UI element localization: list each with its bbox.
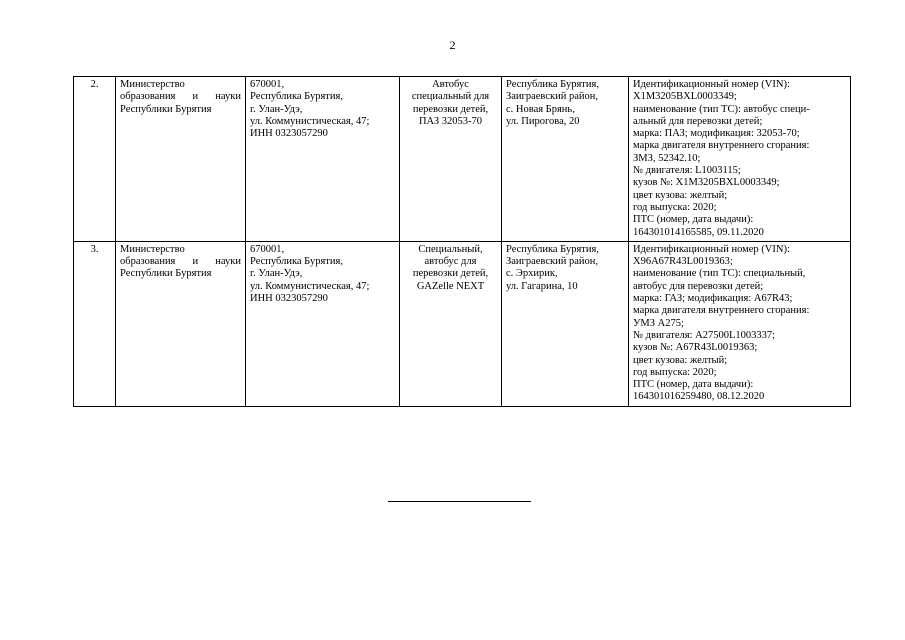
vehicle-line: ПАЗ 32053-70 (418, 115, 483, 127)
details-line: № двигателя: L1003115; (633, 165, 741, 177)
address-line: ИНН 0323057290 (250, 128, 328, 140)
details-line: год выпуска: 2020; (633, 201, 717, 213)
details-line: кузов №: A67R43L0019363; (633, 342, 758, 354)
details-line: 164301014165585, 09.11.2020 (633, 226, 764, 238)
row-number: 3. (74, 241, 116, 406)
address-line: Республика Бурятия, (250, 256, 343, 268)
address-line: г. Улан-Удэ, (250, 103, 303, 115)
address-line: 670001, (250, 243, 285, 255)
location-cell (502, 241, 629, 406)
vehicle-line: GAZelle NEXT (416, 280, 485, 292)
vehicle-line: Специальный, (418, 243, 483, 255)
address-line: Республика Бурятия, (250, 91, 343, 103)
vehicle-cell (400, 241, 502, 406)
vehicle-line: перевозки детей, (412, 268, 489, 280)
vehicle-cell (400, 77, 502, 242)
row-number: 2. (74, 77, 116, 242)
details-line: ПТС (номер, дата выдачи): (633, 379, 754, 391)
address-line: г. Улан-Удэ, (250, 268, 303, 280)
vehicle-line: автобус для (424, 256, 477, 268)
details-line: ПТС (номер, дата выдачи): (633, 214, 754, 226)
table-body (74, 77, 851, 407)
details-cell (629, 77, 851, 242)
details-line: марка: ГАЗ; модификация: A67R43; (633, 293, 793, 305)
location-line: с. Эрхирик, (506, 268, 558, 280)
details-line: наименование (тип ТС): автобус специ- (633, 103, 810, 115)
end-rule-divider (388, 501, 531, 502)
details-line: марка двигателя внутреннего сгорания: (633, 140, 810, 152)
address-line: ИНН 0323057290 (250, 293, 328, 305)
address-cell (246, 77, 400, 242)
details-line: Идентификационный номер (VIN): (633, 79, 790, 90)
details-line: цвет кузова: желтый; (633, 189, 728, 201)
details-line: наименование (тип ТС): специальный, (633, 268, 806, 280)
details-line: Идентификационный номер (VIN): (633, 243, 790, 255)
table-row (74, 241, 851, 406)
details-line: альный для перевозки детей; (633, 115, 763, 127)
location-line: с. Новая Брянь, (506, 103, 575, 115)
details-line: УМЗ А275; (633, 317, 684, 329)
table-row (74, 77, 851, 242)
location-line: Заиграевский район, (506, 256, 598, 268)
vehicle-table (73, 76, 851, 407)
location-line: Республика Бурятия, (506, 243, 599, 255)
details-line: марка двигателя внутреннего сгорания: (633, 305, 810, 317)
owner-cell: Министерство образования и науки Республики Бурятия (116, 241, 246, 406)
details-line: ЗМЗ, 52342.10; (633, 152, 701, 164)
vehicle-line: Автобус (432, 79, 469, 90)
page-number: 2 (449, 38, 456, 52)
location-line: ул. Гагарина, 10 (506, 280, 578, 292)
details-line: год выпуска: 2020; (633, 366, 717, 378)
details-line: автобус для перевозки детей; (633, 280, 764, 292)
vehicle-line: перевозки детей, (412, 103, 489, 115)
location-line: ул. Пирогова, 20 (506, 115, 580, 127)
address-line: ул. Коммунистическая, 47; (250, 280, 370, 292)
location-cell (502, 77, 629, 242)
details-line: 164301016259480, 08.12.2020 (633, 391, 765, 403)
details-line: цвет кузова: желтый; (633, 354, 728, 366)
address-line: ул. Коммунистическая, 47; (250, 115, 370, 127)
location-line: Заиграевский район, (506, 91, 598, 103)
address-cell (246, 241, 400, 406)
details-line: марка: ПАЗ; модификация: 32053-70; (633, 128, 800, 140)
details-cell (629, 241, 851, 406)
details-line: кузов №: X1M3205BXL0003349; (633, 177, 780, 189)
owner-cell: Министерство образования и науки Республики Бурятия (116, 77, 246, 242)
details-line: № двигателя: A27500L1003337; (633, 329, 776, 341)
details-line: X96A67R43L0019363; (633, 256, 733, 268)
details-line: X1M3205BXL0003349; (633, 91, 737, 103)
address-line: 670001, (250, 79, 285, 90)
vehicle-line: специальный для (411, 91, 490, 103)
location-line: Республика Бурятия, (506, 79, 599, 90)
